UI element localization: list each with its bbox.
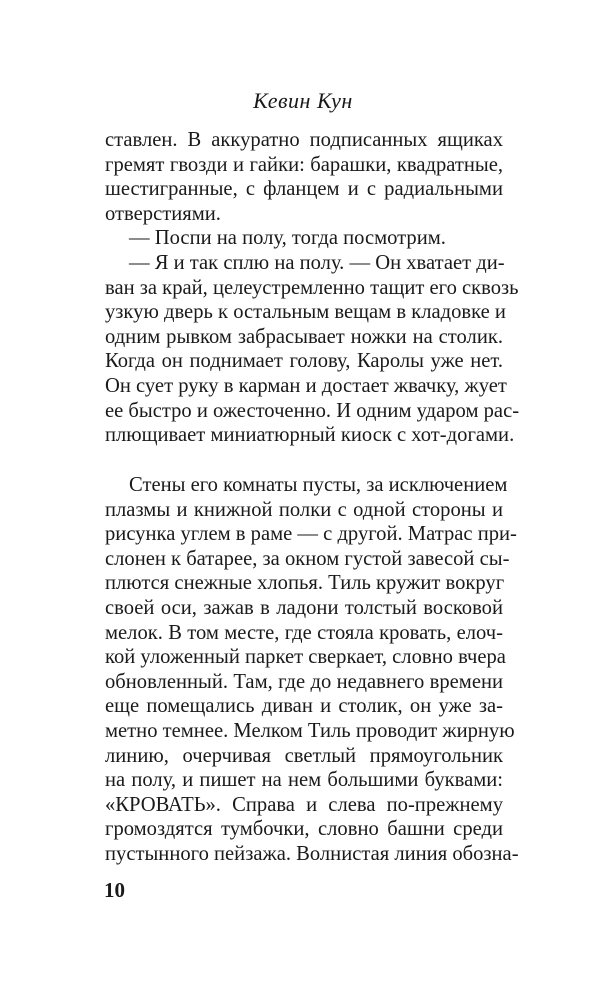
text-line: пустынного пейзажа. Волнистая линия обозна- — [105, 842, 519, 865]
dialogue-line: — Поспи на полу, тогда посмотрим. — [129, 227, 446, 250]
page-number: 10 — [104, 878, 125, 902]
text-line: своей оси, зажав в ладони толстый восковой — [105, 596, 503, 619]
text-line: шестигранные, с фланцем и с радиальными — [105, 178, 503, 201]
text-line: ставлен. В аккуратно подписанных ящиках — [105, 129, 503, 151]
text-line: ван за край, целеустремленно тащит его сквозь — [105, 276, 519, 299]
text-line: отверстиями. — [105, 202, 221, 225]
text-line: метно темнее. Мелком Тиль проводит жирную — [105, 719, 515, 742]
text-line: Когда он поднимает голову, Каролы уже нет. — [105, 350, 503, 373]
text-line: гремят гвозди и гайки: барашки, квадратные, — [105, 153, 503, 176]
text-line: еще помещались диван и столик, он уже за- — [105, 695, 503, 718]
text-line: плются снежные хлопья. Тиль кружит вокруг — [105, 572, 505, 595]
text-line: узкую дверь к остальным вещам в кладовке и — [105, 301, 506, 324]
paragraph-block-2 — [105, 473, 519, 867]
text-line: ее быстро и ожесточенно. И одним ударом рас- — [105, 399, 520, 422]
text-line: слонен к батарее, за окном густой завесой сы- — [105, 547, 510, 570]
text-line: плющивает миниатюрный киоск с хот-догами. — [105, 424, 515, 447]
text-line: Он сует руку в карман и достает жвачку, жует — [105, 374, 507, 397]
text-line: рисунка углем в раме — с другой. Матрас при- — [105, 523, 517, 546]
text-line: кой уложенный паркет сверкает, словно вчера — [105, 646, 506, 669]
text-line: «КРОВАТЬ». Справа и слева по-прежнему — [105, 793, 503, 816]
text-line: плазмы и книжной полки с одной стороны и — [105, 498, 503, 521]
text-line: линию, очерчивая светлый прямоугольник — [105, 744, 503, 767]
text-line: обновленный. Там, где до недавнего времени — [105, 670, 503, 693]
text-line: на полу, и пишет на нем большими буквами: — [105, 769, 503, 792]
dialogue-line: — Я и так сплю на полу. — Он хватает ди- — [129, 251, 505, 274]
text-line: Стены его комнаты пусты, за исключением — [129, 474, 508, 496]
paragraph-block-1 — [105, 128, 520, 448]
running-header: Кевин Кун — [253, 88, 353, 113]
text-line: одним рывком забрасывает ножки на столик. — [105, 325, 503, 348]
text-line: мелок. В том месте, где стояла кровать, елоч- — [105, 621, 503, 644]
text-line: громоздятся тумбочки, словно башни среди — [105, 818, 503, 841]
